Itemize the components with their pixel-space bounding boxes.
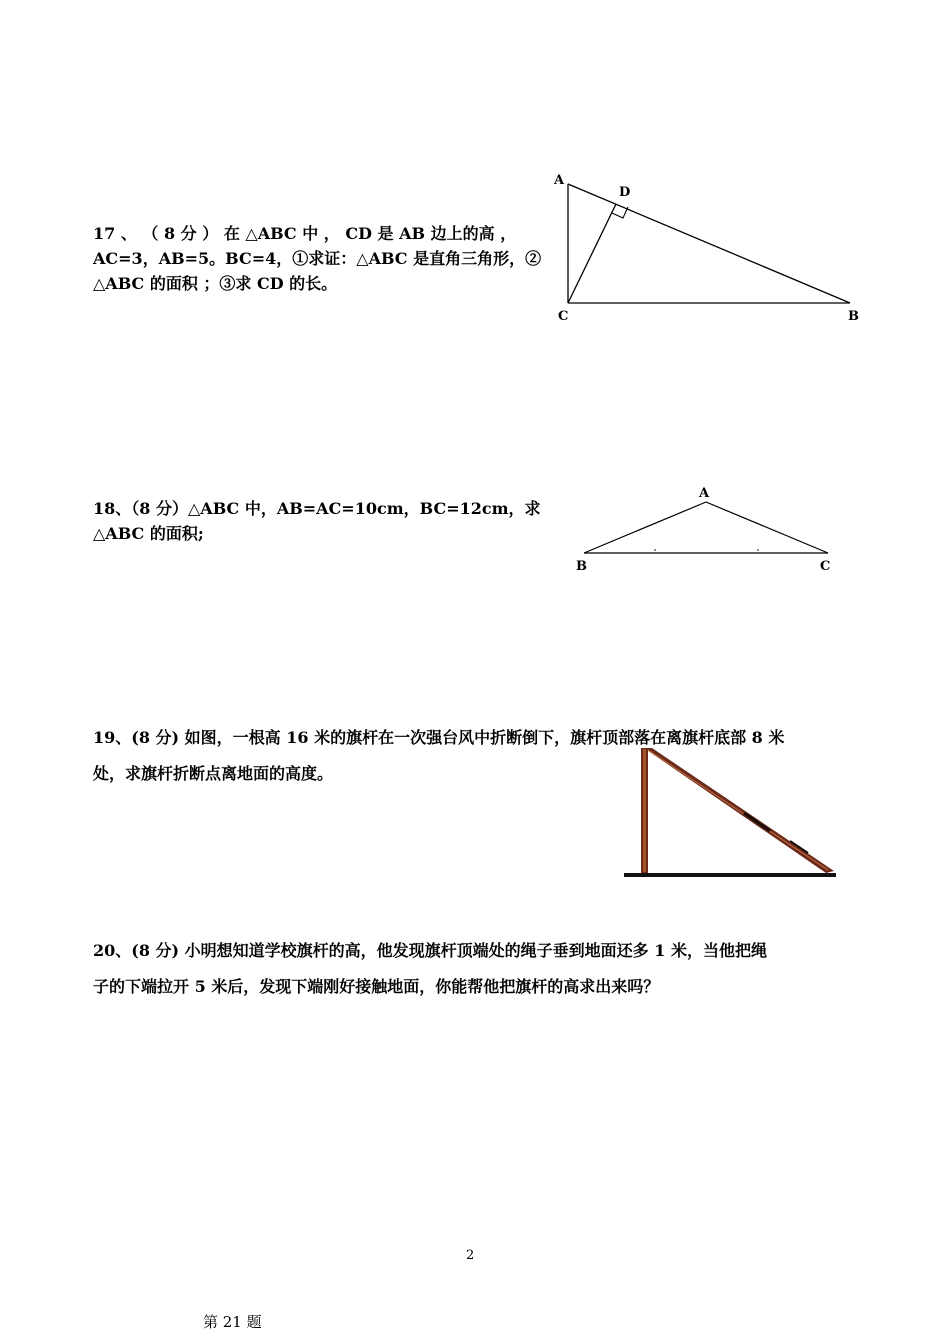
label-b: B bbox=[576, 559, 587, 574]
page-number: 2 bbox=[466, 1248, 475, 1263]
side-ac bbox=[706, 502, 828, 553]
question-17-line-3: △ABC 的面积 ；③求 CD 的长。 bbox=[93, 274, 338, 293]
question-17 bbox=[93, 221, 548, 296]
question-18-line-1: 18、（8 分）△ABC 中，AB=AC=10cm，BC=12cm，求 bbox=[93, 499, 541, 518]
question-19-line-2: 处，求旗杆折断点离地面的高度。 bbox=[93, 764, 334, 783]
side-ab bbox=[568, 184, 850, 303]
figure-19-broken-flagpole bbox=[620, 745, 845, 885]
label-c: C bbox=[820, 559, 831, 574]
label-b: B bbox=[848, 309, 859, 324]
question-18 bbox=[93, 496, 563, 546]
dot-mark bbox=[654, 549, 656, 551]
question-17-line-1: 17 、 （ 8 分 ） 在 △ABC 中 ， CD 是 AB 边上的高 ， bbox=[93, 224, 517, 243]
figure-17-right-triangle bbox=[548, 170, 868, 330]
label-a: A bbox=[699, 486, 710, 501]
dot-mark bbox=[757, 549, 759, 551]
pole-fallen-highlight bbox=[648, 750, 828, 870]
footer-note: 第 21 题 bbox=[203, 1313, 262, 1331]
pole-highlight bbox=[643, 749, 646, 872]
question-20-line-2: 子的下端拉开 5 米后，发现下端刚好接触地面，你能帮他把旗杆的高求出来吗？ bbox=[93, 977, 660, 996]
question-20 bbox=[93, 933, 868, 1005]
question-17-line-2: AC=3，AB=5。BC=4，①求证：△ABC 是直角三角形，② bbox=[93, 249, 542, 268]
side-ab bbox=[584, 502, 706, 553]
ground-line bbox=[624, 873, 836, 877]
figure-18-isosceles-triangle bbox=[570, 482, 850, 577]
question-19-line-1: 19、(8 分) 如图，一根高 16 米的旗杆在一次强台风中折断倒下，旗杆顶部落在离旗杆底部 8 米 bbox=[93, 728, 785, 747]
altitude-cd bbox=[568, 204, 616, 303]
label-c: C bbox=[558, 309, 569, 324]
label-d: D bbox=[619, 185, 631, 200]
question-20-line-1: 20、(8 分) 小明想知道学校旗杆的高，他发现旗杆顶端处的绳子垂到地面还多 1 米，当他把绳 bbox=[93, 941, 767, 960]
question-18-line-2: △ABC 的面积; bbox=[93, 524, 204, 543]
pole-break-mark bbox=[744, 813, 770, 831]
label-a: A bbox=[554, 173, 565, 188]
